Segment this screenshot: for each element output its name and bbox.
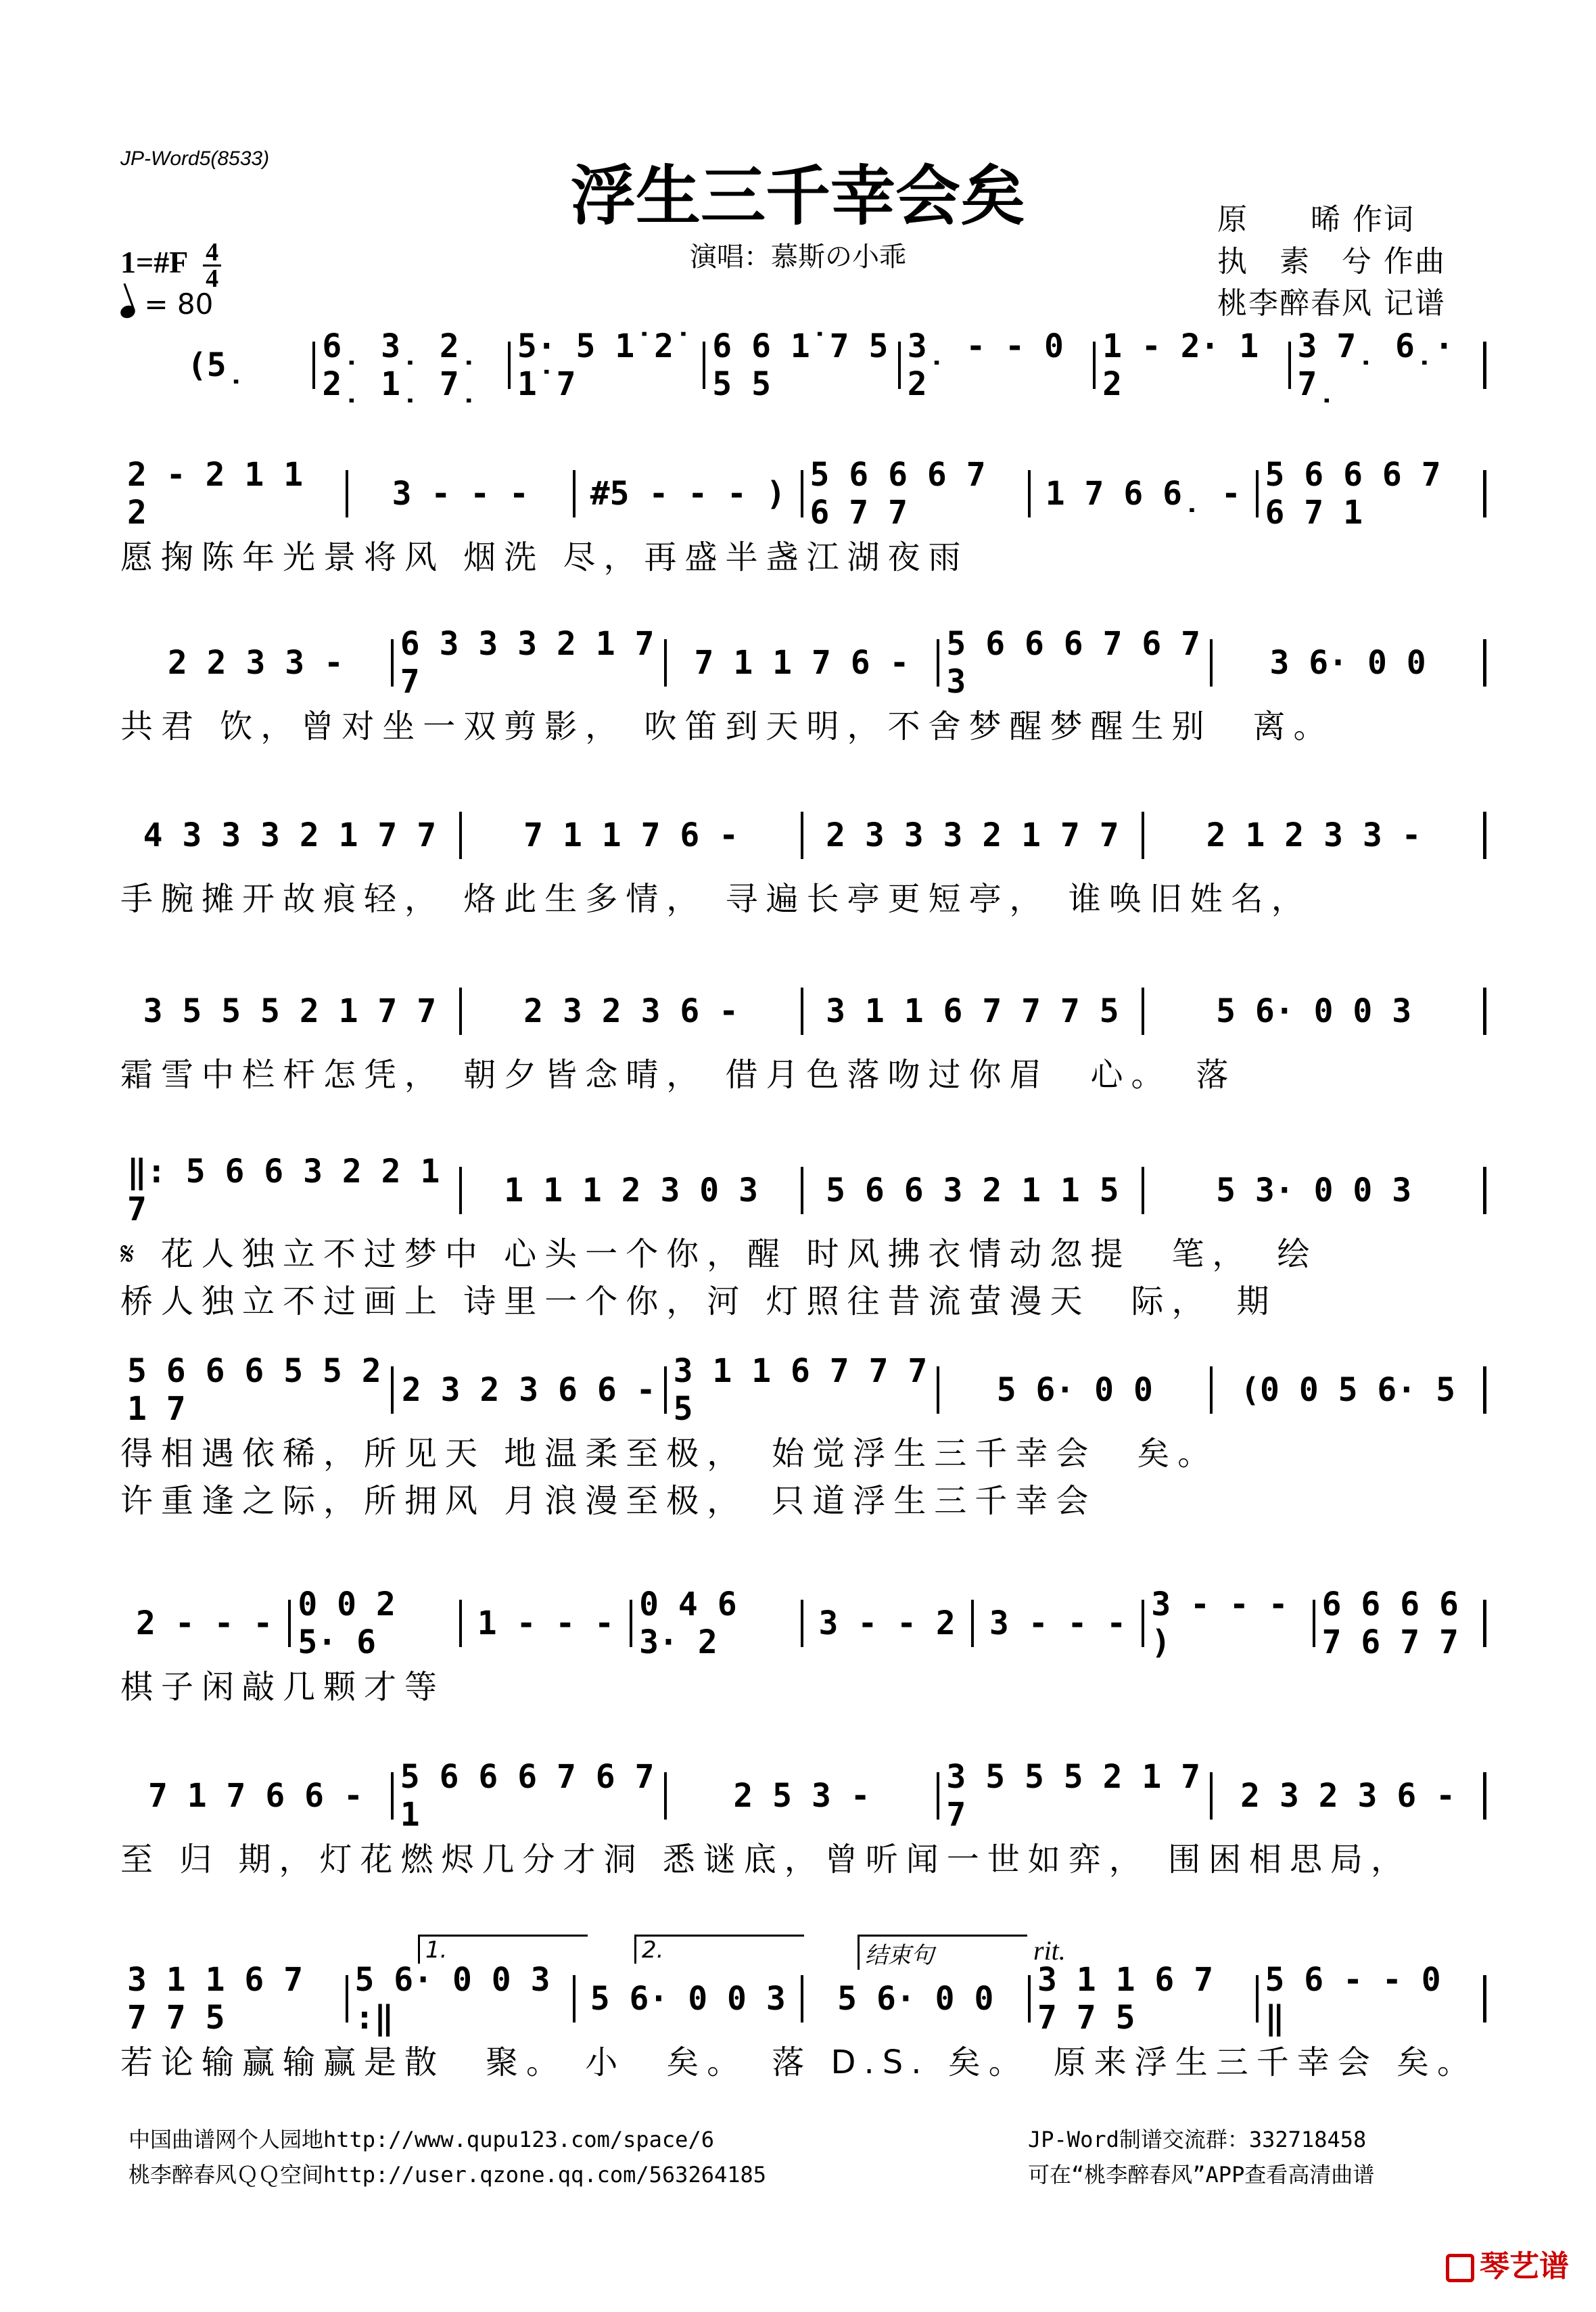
lyric-line: 棋子闲敲几颗才等 [120,1668,446,1706]
measure: 3 - - - [348,470,576,517]
measure: 3 1 1 6 7 7 7 5 [1031,1975,1259,2022]
footer-right-2: 可在“桃李醉春风”APP查看高清曲谱 [1028,2162,1375,2188]
measure: 5 6· 0 0 3 [576,1975,803,2022]
measure: ‖: 5 6 6 3 2 2 1 7 [120,1167,462,1214]
measure: 3 6· 0 0 [1213,639,1486,687]
lyric-line: 愿掬陈年光景将风 烟洗 尽，再盛半盏江湖夜雨 [120,538,969,576]
measure: 5 6 6 6 5 5 2 1 7 [120,1366,394,1414]
watermark-logo [1446,2242,1569,2285]
measure: 6 6 6 6 7 6 7 7 [1315,1600,1486,1647]
lyricist-credit: 原 晞 作词 [1217,202,1415,237]
measure: 3 5 5 5 2 1 7 7 [120,988,462,1035]
measure: 5 6· 0 0 [803,1975,1031,2022]
notation-line [120,1586,1486,1661]
lyric-line: 𝄋 花人独立不过梦中 心头一个你，醒 时风拂衣情动忽提 笔， 绘 [120,1235,1318,1273]
notation-line [120,1758,1486,1834]
lyric-line-2: 许重逢之际，所拥风 月浪漫至极， 只道浮生三千幸会 [120,1482,1097,1520]
time-signature [203,240,221,291]
volta-1: 1. [418,1935,588,1964]
key-signature [120,240,221,291]
tempo-marking [120,287,213,321]
notation-line [120,988,1486,1035]
measure: 5 6 6 6 7 6 7 3 [939,639,1213,687]
measure: 4 3 3 3 2 1 7 7 [120,812,462,859]
footer-left-1: 中国曲谱网个人园地http://www.qupu123.com/space/6 [128,2127,714,2152]
measure: 2 2 3 3 - [120,639,394,687]
notation-line [120,625,1486,701]
measure: 5 6 6 6 7 6 7 7 [803,470,1031,517]
measure: 2 3 3 3 2 1 7 7 [803,812,1145,859]
notation-line [120,812,1486,859]
measure: 5· 5 1̇ 2̇ 1̇ 7 [511,342,705,389]
app-version: JP-Word5(8533) [120,147,270,170]
measure: 3 - - 2 [803,1600,974,1647]
lyric-line-2: 桥人独立不过画上 诗里一个你，河 灯照往昔流萤漫天 际， 期 [120,1282,1277,1320]
quarter-note-icon [119,304,137,320]
measure: 5 6 6 6 7 6 7 1 [394,1772,667,1820]
measure: 2 5 3 - [667,1772,940,1820]
notation-line [120,327,1486,403]
tempo-value: = 80 [144,287,214,321]
volta-2: 2. [634,1935,804,1964]
measure: 5 6· 0 0 3 :‖ [348,1975,576,2022]
measure: 7 1 7 6 6 - [120,1772,394,1820]
ritardando-marking: rit. [1033,1935,1066,1966]
measure: 1 7 6 6̣ - [1031,470,1259,517]
measure: 5 6 6 6 7 6 7 1 [1259,470,1487,517]
measure: 3̣ - - 0 2 [901,342,1096,389]
page-title: 浮生三千幸会矣 [571,158,1025,234]
measure: 5 6 - - 0 ‖ [1259,1975,1487,2022]
time-sig-top: 4 [203,240,221,267]
measure: 1 - - - [462,1600,632,1647]
lyric-line: 霜雪中栏杆怎凭， 朝夕皆念晴， 借月色落吻过你眉 心。 落 [120,1056,1237,1094]
measure: (0 0 5 6· 5 [1213,1366,1486,1414]
footer-right-1: JP-Word制谱交流群：332718458 [1028,2127,1367,2152]
measure: 7 1 1 7 6 - [667,639,940,687]
measure: 3 - - - [974,1600,1144,1647]
measure: 2 3 2 3 6 6 - [394,1366,667,1414]
measure: 5 6· 0 0 [939,1366,1213,1414]
measure: 2 1 2 3 3 - [1144,812,1486,859]
footer-left-2: 桃李醉春风ＱＱ空间http://user.qzone.qq.com/563264185 [128,2162,767,2188]
measure: 3 1 1 6 7 7 7 5 [803,988,1145,1035]
lyric-line: 共君 饮，曾对坐一双剪影， 吹笛到天明，不舍梦醒梦醒生别 离。 [120,708,1334,745]
measure: 6̣ 3̣ 2̣ 2̣ 1̣ 7̣ [315,342,510,389]
measure: #5 - - - ) [576,470,803,517]
measure: (5̣ [120,342,315,389]
notation-line [120,1153,1486,1228]
notation-line [120,1352,1486,1428]
measure: 7 1 1 7 6 - [462,812,803,859]
singer-credit: 演唱：慕斯の小乖 [690,241,906,273]
measure: 5 6 6 3 2 1 1 5 [803,1167,1145,1214]
measure: 6 6 1̇ 7 5 5 5 [705,342,900,389]
lyric-line: 至 归 期，灯花燃烬几分才洞 悉谜底，曾听闻一世如弈， 围困相思局， [120,1841,1412,1878]
watermark-text: 琴艺谱 [1480,2249,1569,2284]
notation-line [120,456,1486,532]
notation-line [120,1961,1486,2037]
measure: 2 3 2 3 6 - [462,988,803,1035]
measure: 5 6· 0 0 3 [1144,988,1486,1035]
measure: 0 4 6 3· 2 [632,1600,803,1647]
composer-credit: 执 素 兮 作曲 [1217,244,1446,279]
time-sig-bottom: 4 [206,264,219,293]
measure: 3 7̣ 6̣· 7̣ [1291,342,1486,389]
lyric-line: 手腕摊开故痕轻， 烙此生多情， 寻遍长亭更短亭， 谁唤旧姓名， [120,880,1312,918]
measure: 3 1 1 6 7 7 7 5 [120,1975,348,2022]
measure: 3 - - - ) [1144,1600,1315,1647]
measure: 6 3 3 3 2 1 7 7 [394,639,667,687]
measure: 3 5 5 5 2 1 7 7 [939,1772,1213,1820]
measure: 1 1 1 2 3 0 3 [462,1167,803,1214]
measure: 2 3 2 3 6 - [1213,1772,1486,1820]
lyric-line: 得相遇依稀，所见天 地温柔至极， 始觉浮生三千幸会 矣。 [120,1435,1219,1473]
coda-label: 结束句 [858,1935,1027,1970]
key-label: 1=#F [120,245,187,280]
measure: 0 0 2 5· 6 [291,1600,461,1647]
measure: 1 - 2· 1 2 [1096,342,1290,389]
measure: 3 1 1 6 7 7 7 5 [667,1366,940,1414]
measure: 5 3· 0 0 3 [1144,1167,1486,1214]
lyric-line: 若论输赢输赢是散 聚。 小 矣。 落 D.S. 矣。 原来浮生三千幸会 矣。 [120,2043,1478,2081]
logo-icon [1446,2254,1474,2282]
transcriber-credit: 桃李醉春风 记谱 [1217,286,1446,321]
measure: 2 - - - [120,1600,291,1647]
measure: 2 - 2 1 1 2 [120,470,348,517]
